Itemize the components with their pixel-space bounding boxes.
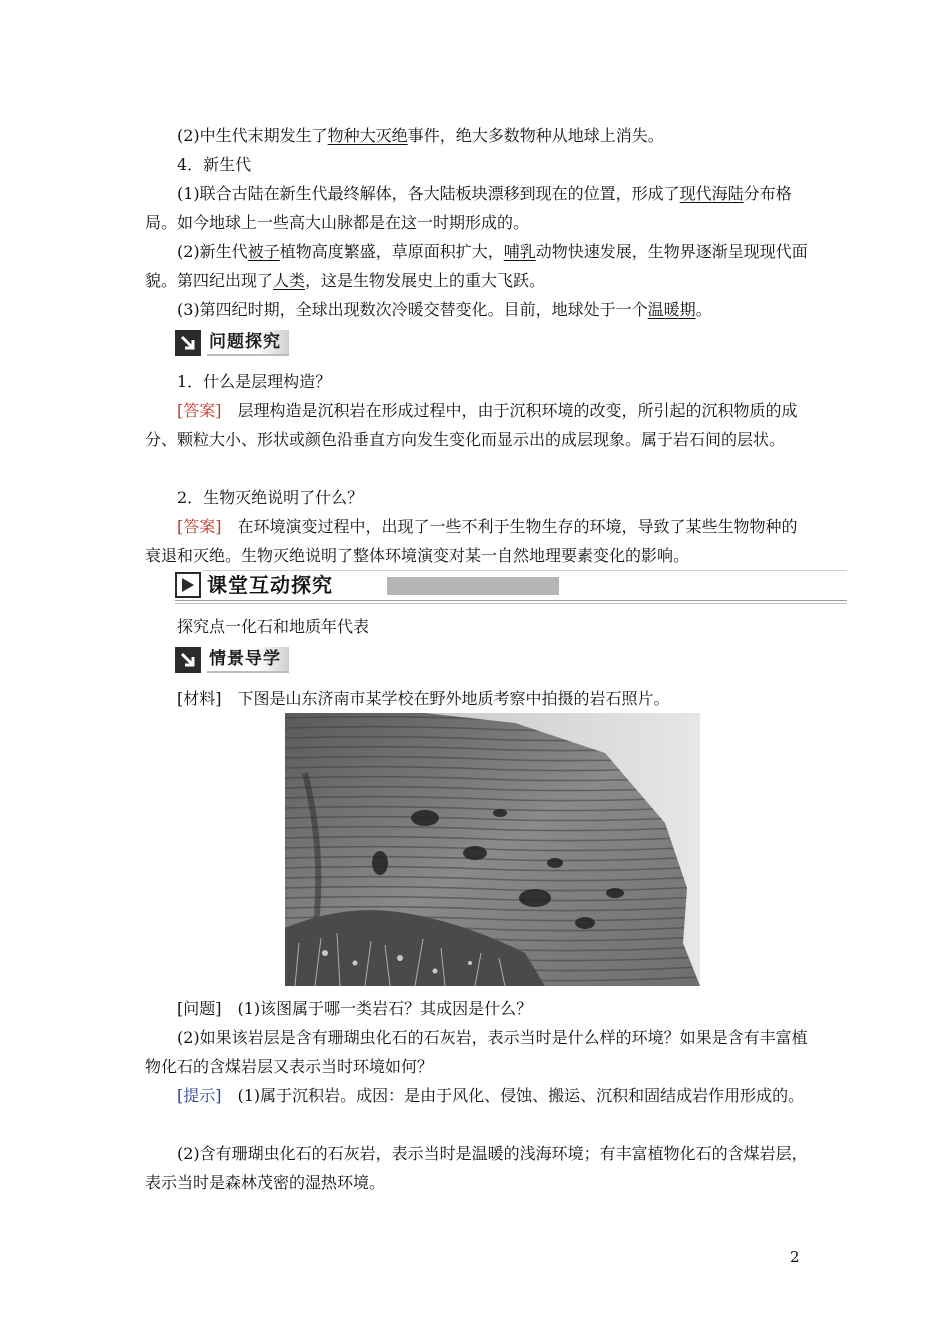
answer-2: [答案] 在环境演变过程中，出现了一些不利于生物生存的环境，导致了某些生物物种的衰退和灭绝。生物灭绝说明了整体环境演变对某一自然地理要素变化的影响。 xyxy=(145,517,798,565)
banner-title: 课堂互动探究 xyxy=(207,573,333,597)
play-arrow-icon xyxy=(175,572,201,598)
question-line-1: [问题] (1)该图属于哪一类岩石？其成因是什么？ xyxy=(177,999,533,1018)
section-header-wenti xyxy=(175,329,289,357)
arrow-corner-icon xyxy=(175,647,201,673)
answer-tag: [答案] xyxy=(177,517,222,536)
page-number: 2 xyxy=(790,1248,800,1266)
answer-tag: [答案] xyxy=(177,401,222,420)
paragraph-cenozoic-2: (2)新生代被子植物高度繁盛，草原面积扩大，哺乳动物快速发展，生物界逐渐呈现现代面貌。第四纪出现了人类，这是生物发展史上的重大飞跃。 xyxy=(145,242,808,290)
section-banner-ketang xyxy=(175,570,847,602)
heading-cenozoic: 4．新生代 xyxy=(177,155,252,174)
arrow-corner-icon xyxy=(175,330,201,356)
section-title: 问题探究 xyxy=(207,330,289,356)
section-header-qingjing xyxy=(175,646,289,674)
paragraph-mesozoic-extinction: (2)中生代末期发生了物种大灭绝事件，绝大多数物种从地球上消失。 xyxy=(177,126,664,145)
question-line-2: (2)如果该岩层是含有珊瑚虫化石的石灰岩，表示当时是什么样的环境？如果是含有丰富植物化石的含煤岩层又表示当时环境如何？ xyxy=(145,1028,808,1076)
answer-1: [答案] 层理构造是沉积岩在形成过程中，由于沉积环境的改变，所引起的沉积物质的成分、颗粒大小、形状或颜色沿垂直方向发生变化而显示出的成层现象。属于岩石间的层状。 xyxy=(145,401,798,449)
exploration-point: 探究点一化石和地质年代表 xyxy=(177,617,370,636)
hint-line-2: (2)含有珊瑚虫化石的石灰岩，表示当时是温暖的浅海环境；有丰富植物化石的含煤岩层，表示当时是森林茂密的湿热环境。 xyxy=(145,1144,808,1192)
rock-photo xyxy=(285,713,700,986)
question-1: 1．什么是层理构造？ xyxy=(177,372,332,391)
question-2: 2．生物灭绝说明了什么？ xyxy=(177,488,364,507)
hint-line-1: [提示] (1)属于沉积岩。成因：是由于风化、侵蚀、搬运、沉积和固结成岩作用形成的。 xyxy=(177,1086,805,1105)
hint-tag: [提示] xyxy=(177,1086,222,1105)
paragraph-cenozoic-1: (1)联合古陆在新生代最终解体，各大陆板块漂移到现在的位置，形成了现代海陆分布格局。如今地球上一些高大山脉都是在这一时期形成的。 xyxy=(145,184,792,232)
paragraph-cenozoic-3: (3)第四纪时期，全球出现数次冷暖交替变化。目前，地球处于一个温暖期。 xyxy=(177,300,712,319)
section-title: 情景导学 xyxy=(207,647,289,673)
material-line: [材料] 下图是山东济南市某学校在野外地质考察中拍摄的岩石照片。 xyxy=(177,689,670,708)
